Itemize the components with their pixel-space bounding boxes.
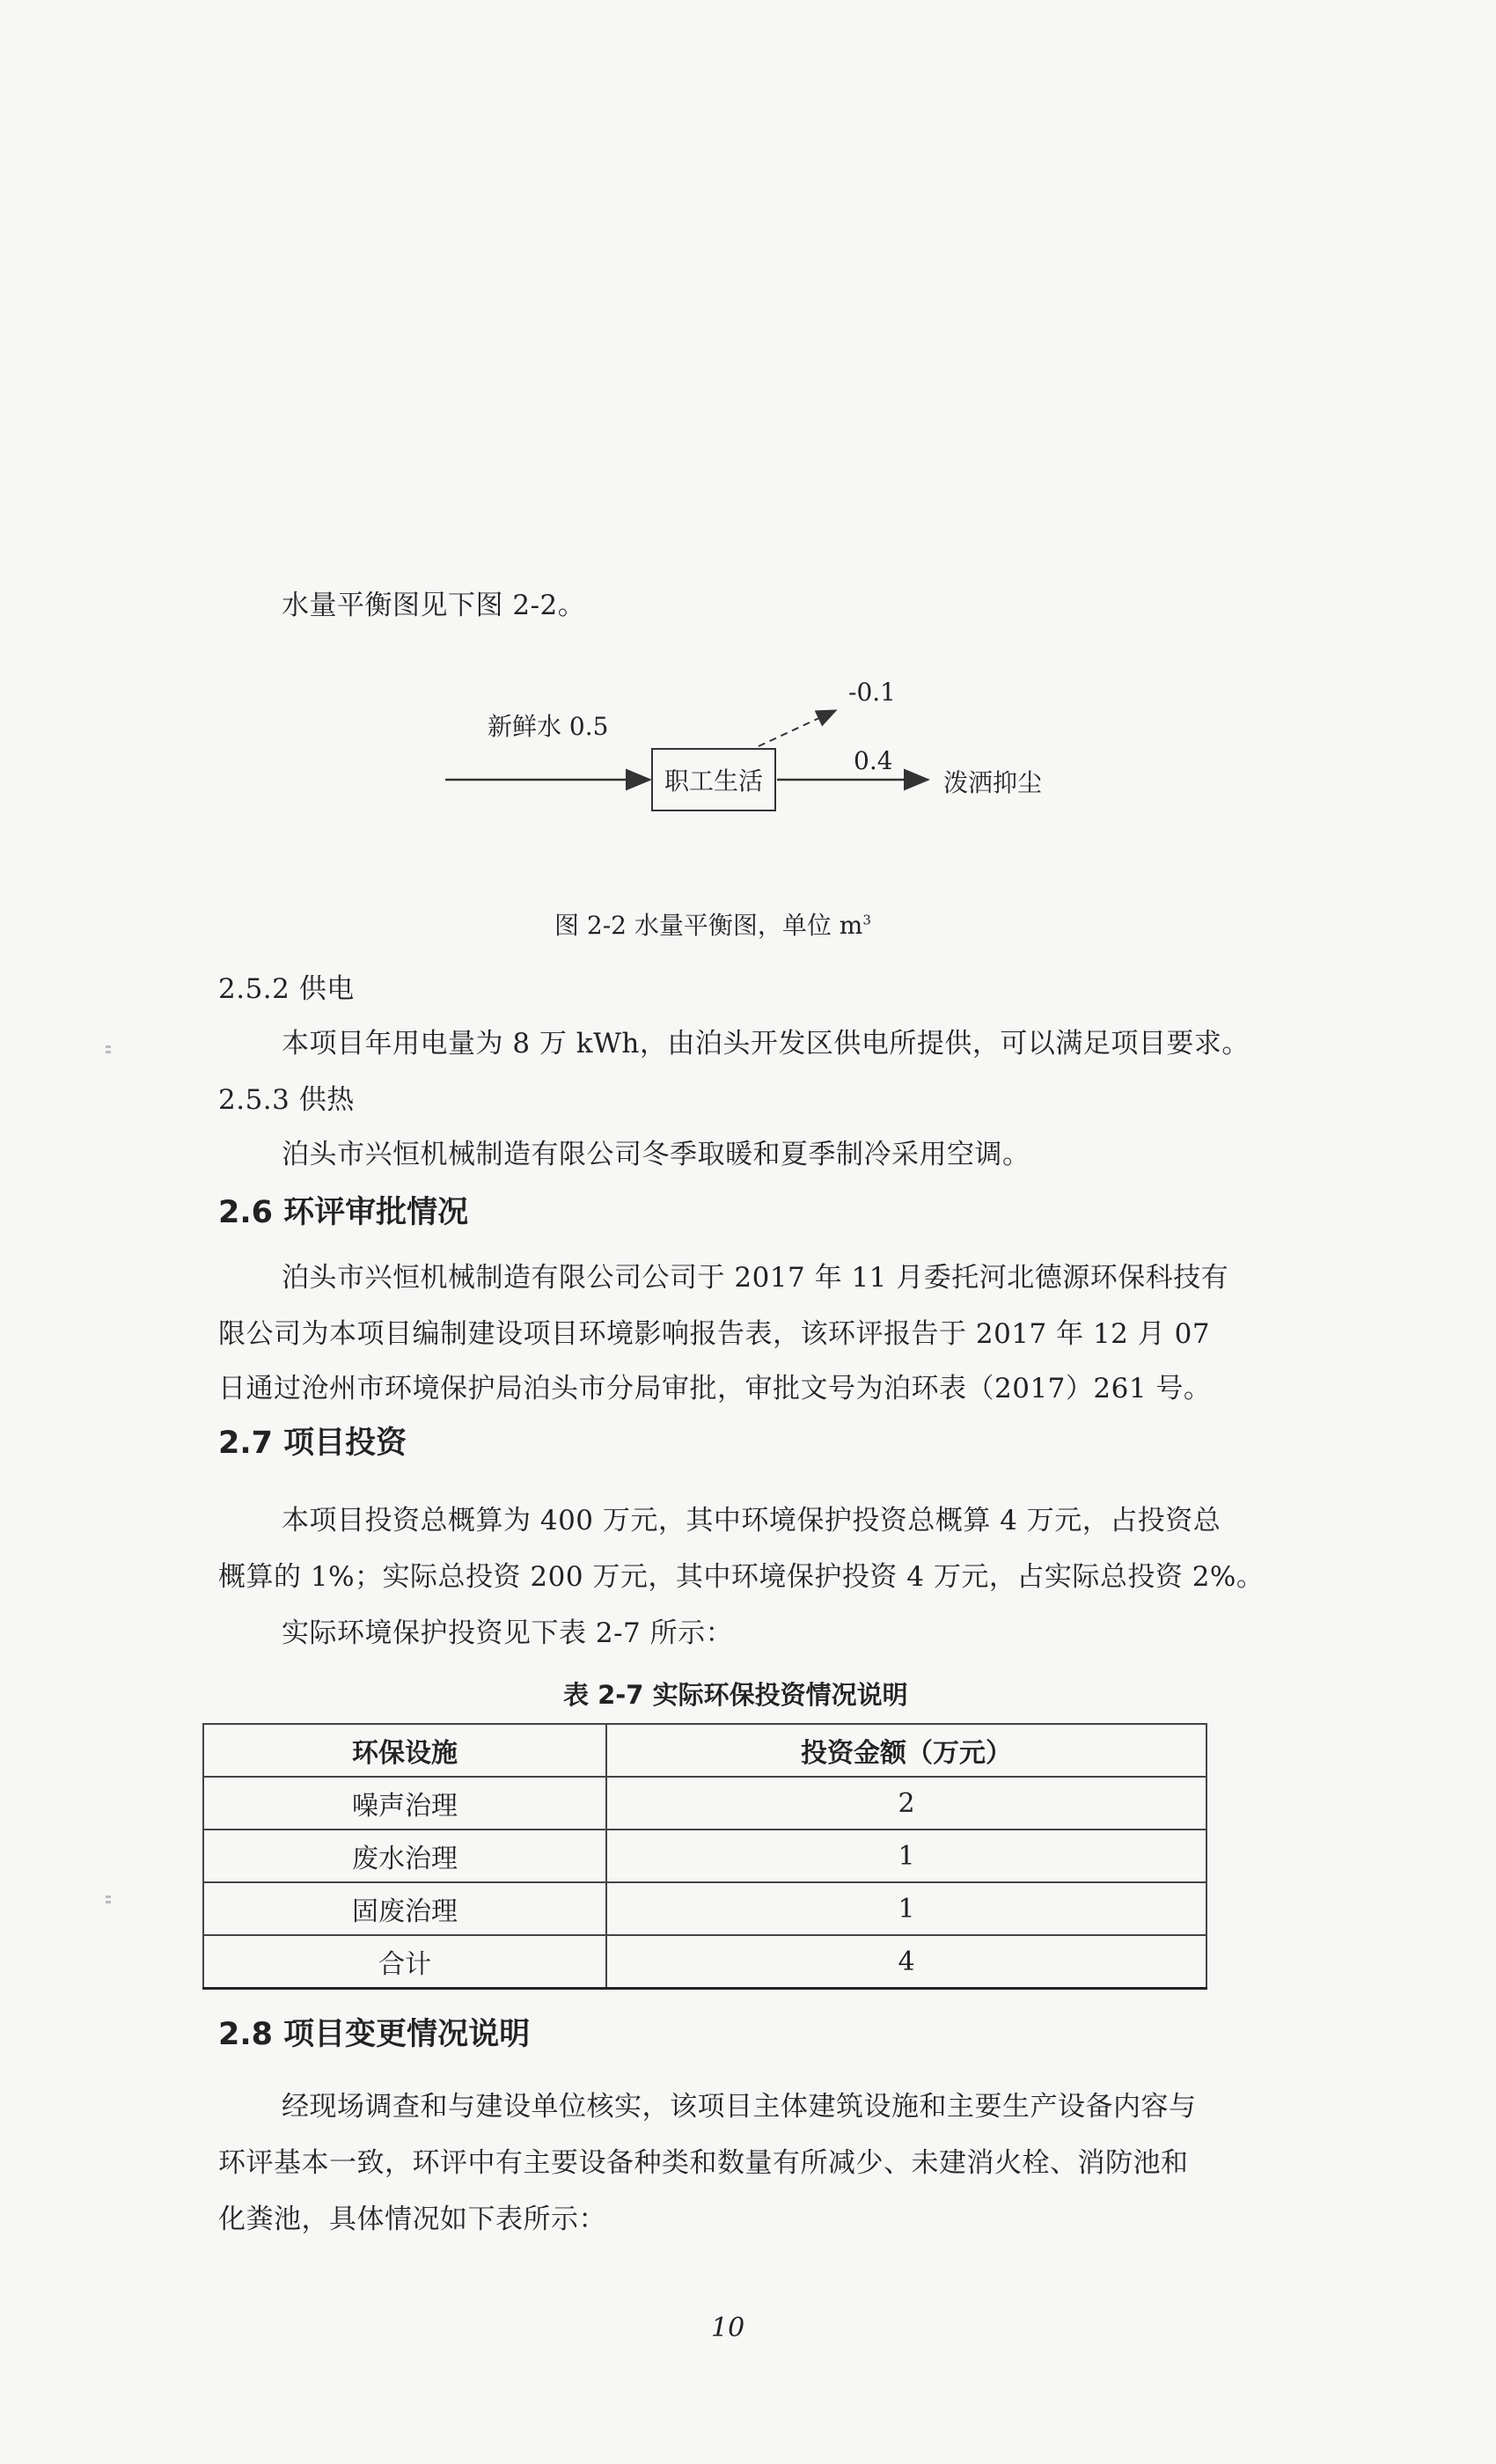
- investment-line-3: 实际环境保护投资见下表 2-7 所示：: [282, 1617, 734, 1649]
- heading-2-5-3: 2.5.3 供热: [218, 1084, 355, 1116]
- heading-2-5-2: 2.5.2 供电: [218, 973, 355, 1005]
- table-cell-amount: 2: [606, 1777, 1206, 1830]
- table-cell-amount: 4: [606, 1935, 1206, 1989]
- scan-speck: [106, 1045, 111, 1048]
- inflow-label: 新鲜水 0.5: [488, 712, 609, 741]
- outflow-label: 泼洒抑尘: [943, 768, 1043, 797]
- heating-text: 泊头市兴恒机械制造有限公司冬季取暖和夏季制冷采用空调。: [282, 1139, 1030, 1170]
- table-cell-facility: 噪声治理: [203, 1777, 606, 1830]
- scan-speck: [106, 1051, 111, 1053]
- table-total-row: [203, 1935, 1206, 1989]
- table-header-facility: 环保设施: [203, 1724, 606, 1777]
- loss-label: -0.1: [848, 678, 896, 707]
- scan-speck: [106, 1901, 111, 1903]
- table-cell-amount: 1: [606, 1882, 1206, 1935]
- table-cell-facility: 废水治理: [203, 1830, 606, 1882]
- figure-caption: [554, 906, 871, 942]
- heading-2-7: 2.7 项目投资: [218, 1426, 407, 1461]
- change-line-3: 化粪池，具体情况如下表所示：: [218, 2204, 606, 2235]
- staff-living-box: 职工生活: [651, 748, 776, 811]
- table-cell-amount: 1: [606, 1830, 1206, 1882]
- table-row: [203, 1830, 1206, 1882]
- figure-caption-unit-sup: 3: [862, 912, 871, 928]
- loss-arrow: [759, 711, 834, 746]
- approval-line-2: 限公司为本项目编制建设项目环境影响报告表，该环评报告于 2017 年 12 月 07: [218, 1318, 1211, 1350]
- figure-caption-text: 图 2-2 水量平衡图，单位 m: [554, 911, 863, 940]
- approval-line-1: 泊头市兴恒机械制造有限公司公司于 2017 年 11 月委托河北德源环保科技有: [282, 1262, 1229, 1294]
- investment-line-1: 本项目投资总概算为 400 万元，其中环境保护投资总概算 4 万元，占投资总: [282, 1505, 1221, 1536]
- water-balance-diagram: [440, 669, 1109, 845]
- table-row: [203, 1882, 1206, 1935]
- outflow-value: 0.4: [854, 746, 893, 775]
- water-balance-intro: 水量平衡图见下图 2-2。: [282, 590, 586, 621]
- change-line-2: 环评基本一致，环评中有主要设备种类和数量有所减少、未建消火栓、消防池和: [218, 2147, 1189, 2179]
- table-header-amount: 投资金额（万元）: [606, 1724, 1206, 1777]
- table-row: [203, 1777, 1206, 1830]
- approval-line-3: 日通过沧州市环境保护局泊头市分局审批，审批文号为泊环表（2017）261 号。: [218, 1373, 1212, 1404]
- investment-line-2: 概算的 1%；实际总投资 200 万元，其中环境保护投资 4 万元，占实际总投资 2%。: [218, 1561, 1265, 1593]
- heading-2-6: 2.6 环评审批情况: [218, 1195, 469, 1230]
- table-2-7-caption: 表 2-7 实际环保投资情况说明: [563, 1680, 908, 1710]
- table-header-row: [203, 1724, 1206, 1777]
- scan-speck: [106, 1896, 111, 1898]
- table-cell-facility: 合计: [203, 1935, 606, 1989]
- heading-2-8: 2.8 项目变更情况说明: [218, 2017, 531, 2052]
- page-number: 10: [711, 2313, 745, 2343]
- power-supply-text: 本项目年用电量为 8 万 kWh，由泊头开发区供电所提供，可以满足项目要求。: [282, 1028, 1250, 1060]
- table-cell-facility: 固废治理: [203, 1882, 606, 1935]
- investment-table: [202, 1723, 1207, 1990]
- change-line-1: 经现场调查和与建设单位核实，该项目主体建筑设施和主要生产设备内容与: [282, 2091, 1197, 2123]
